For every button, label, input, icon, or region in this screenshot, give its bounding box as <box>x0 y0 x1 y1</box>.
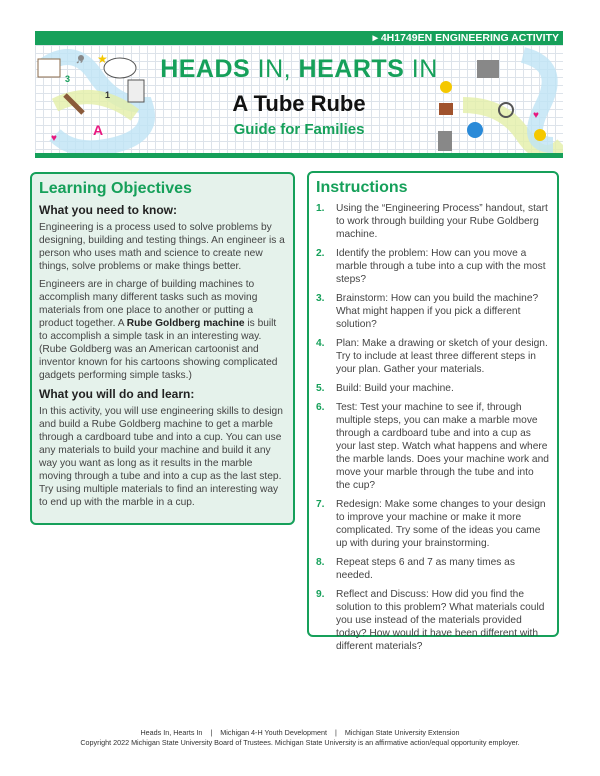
svg-text:♥: ♥ <box>51 133 57 144</box>
need-to-know-heading: What you need to know: <box>39 203 177 217</box>
list-item: 3. Brainstorm: How can you build the machine? What might happen if you pick a different solution? <box>316 293 539 330</box>
list-item: 8. Repeat steps 6 and 7 as many times as needed. <box>316 557 515 581</box>
activity-code-bar: ▸ 4H1749EN ENGINEERING ACTIVITY <box>35 31 563 45</box>
copyright: Copyright 2022 Michigan State University Board of Trustees. Michigan State University is an affirmative action/equal opportunity employer. <box>80 738 520 747</box>
list-item: 9. Reflect and Discuss: How did you find the solution to this problem? What materials could you use instead of the materials provided today? How would it have been different with different materials? <box>316 589 545 652</box>
footer-item: Heads In, Hearts In <box>140 728 203 737</box>
learning-objectives-box <box>30 172 295 525</box>
footer-item: Michigan 4-H Youth Development <box>220 728 327 737</box>
svg-text:♥: ♥ <box>533 110 539 121</box>
footer-item: Michigan State University Extension <box>344 728 460 737</box>
list-item: 2. Identify the problem: How can you move a marble through a tube into a cup with the most steps? <box>316 248 546 285</box>
header-divider <box>35 153 563 158</box>
series-title: HEADS IN, HEARTS IN <box>160 55 438 83</box>
list-item: 5. Build: Build your machine. <box>316 383 454 394</box>
do-and-learn-heading: What you will do and learn: <box>39 387 195 401</box>
svg-text:A: A <box>93 122 104 138</box>
list-item: 7. Redesign: Make some changes to your design to improve your machine or make it more complicated. Try some of the ideas you came up with during your brainstorming. <box>316 499 546 549</box>
activity-code: 4H1749EN ENGINEERING ACTIVITY <box>380 32 559 44</box>
list-item: 4. Plan: Make a drawing or sketch of your design. Try to include at least three different steps in your plan. Gather your materials. <box>316 338 548 375</box>
instructions-list <box>316 202 550 653</box>
footer: Heads In, Hearts In | Michigan 4-H Youth Development | Michigan State University Extension Copyright 2022 Michigan State University Board of Trustees. Michigan State University is an affirmative action/equal opportunity employer. <box>0 728 600 748</box>
instructions-title: Instructions <box>316 179 408 196</box>
instructions-box <box>307 171 559 652</box>
page-title: A Tube Rube <box>232 91 366 116</box>
right-illustration-icon <box>433 45 563 153</box>
header-banner <box>35 45 563 153</box>
paragraph: Engineers are in charge of building machines to accomplish many different tasks such as moving materials from one place to another or putting a product together. A Rube Goldberg machine is built to accomplish a simple task in an interesting way. (Rube Goldberg was an American cartoonist and inventor known for his cartoons showing complicated gadgets performing simple tasks.) <box>39 279 278 381</box>
learning-objectives-title: Learning Objectives <box>39 180 192 197</box>
list-item: 1. Using the “Engineering Process” handout, start to work through building your Rube Goldberg machine. <box>316 203 548 240</box>
paragraph: In this activity, you will use engineering skills to design and build a Rube Goldberg machine to get a marble through a cardboard tube and into a cup. You can use any materials to build your machine and build it any way you want as long as it results in the marble moving through a tube and into a cup as the last step. Try using multiple materials to find an interesting way to end up with the marble in a cup. <box>39 406 283 508</box>
page-subtitle: Guide for Families <box>233 121 365 138</box>
svg-text:★: ★ <box>97 52 108 66</box>
svg-text:♫: ♫ <box>75 52 84 66</box>
svg-text:3: 3 <box>65 74 71 84</box>
list-item: 6. Test: Test your machine to see if, through multiple steps, you can make a marble move through a cardboard tube and into a cup as your last step. Watch what happens and where the marble lands. Does your machine work and move your marble through the tube and into the cup? <box>316 402 549 491</box>
paragraph: Engineering is a process used to solve problems by designing, building and testing things. An engineer is a person who uses math and science to create new things, solve problems or make things better. <box>39 222 285 272</box>
svg-text:1: 1 <box>105 90 111 100</box>
